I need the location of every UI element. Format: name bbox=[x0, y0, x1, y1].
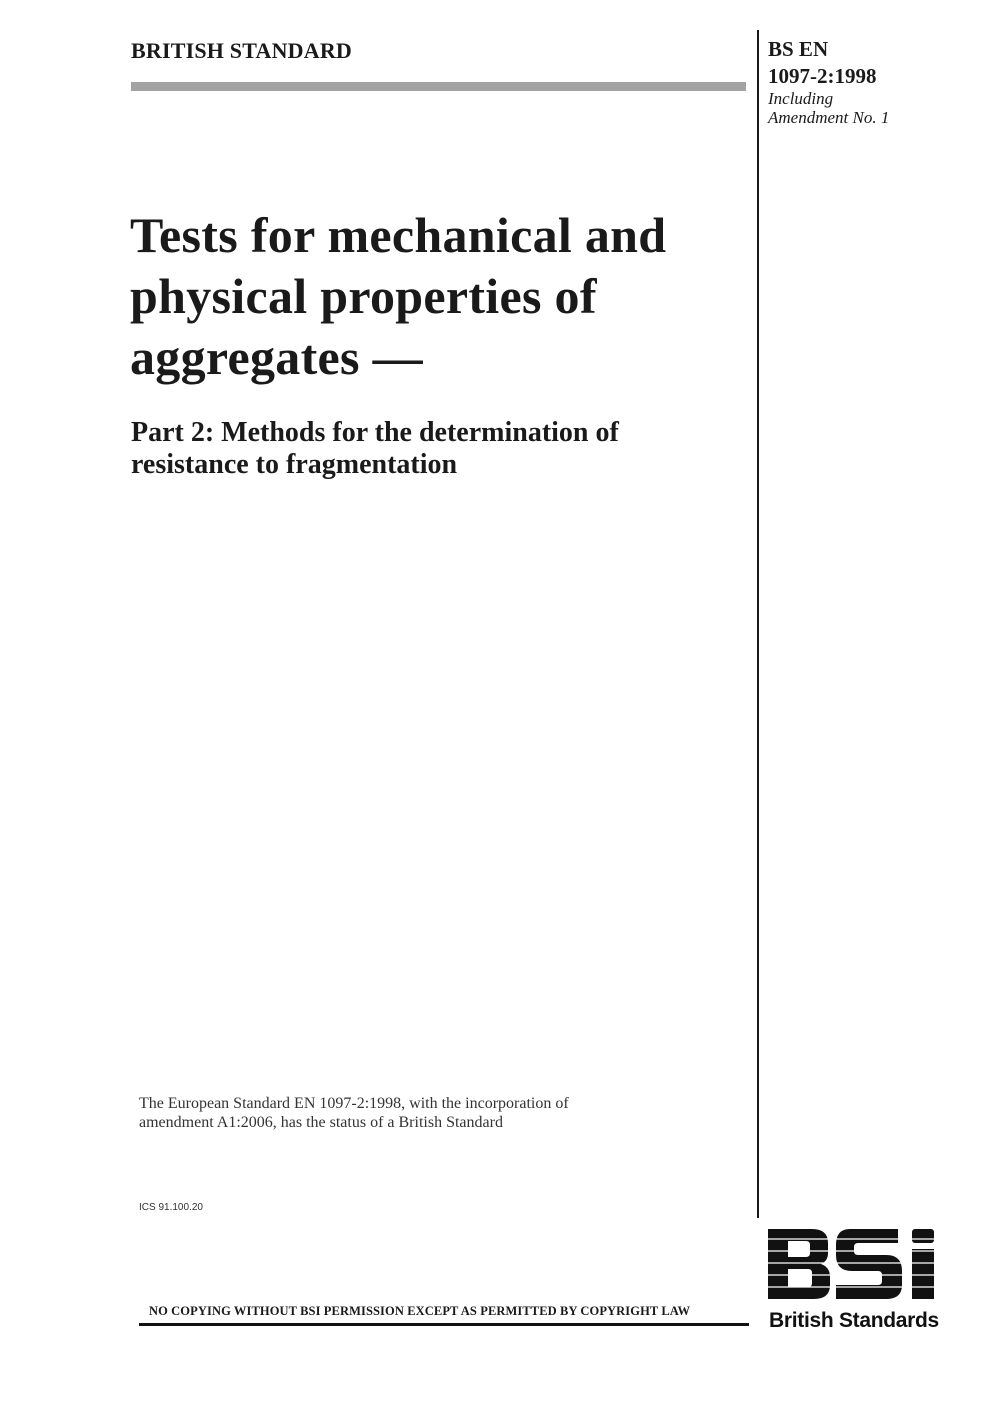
header-label: BRITISH STANDARD bbox=[131, 38, 353, 63]
subtitle-line1: Part 2: Methods for the determination of bbox=[131, 417, 619, 448]
ics-code: ICS 91.100.20 bbox=[139, 1202, 203, 1213]
amendment-note bbox=[768, 89, 889, 127]
status-line1: The European Standard EN 1097-2:1998, with the incorporation of bbox=[139, 1095, 569, 1112]
standard-number-line1: BS EN bbox=[768, 37, 829, 61]
title-line2: physical properties of bbox=[130, 268, 597, 324]
amendment-line1: Including bbox=[768, 89, 834, 108]
subtitle-line2: resistance to fragmentation bbox=[131, 449, 458, 480]
status-statement bbox=[139, 1094, 699, 1132]
standard-number bbox=[768, 36, 877, 90]
document-subtitle bbox=[131, 417, 751, 481]
document-title bbox=[130, 205, 760, 388]
amendment-line2: Amendment No. 1 bbox=[768, 108, 890, 127]
status-line2: amendment A1:2006, has the status of a British Standard bbox=[139, 1114, 503, 1131]
footer-rule bbox=[139, 1323, 749, 1326]
standard-number-line2: 1097-2:1998 bbox=[768, 64, 877, 88]
title-line3: aggregates — bbox=[130, 329, 423, 385]
header-rule bbox=[131, 82, 746, 91]
logo-caption: British Standards bbox=[769, 1309, 939, 1332]
bsi-logo-icon bbox=[766, 1227, 950, 1301]
copyright-notice: NO COPYING WITHOUT BSI PERMISSION EXCEPT AS PERMITTED BY COPYRIGHT LAW bbox=[149, 1304, 691, 1318]
title-line1: Tests for mechanical and bbox=[130, 207, 667, 263]
